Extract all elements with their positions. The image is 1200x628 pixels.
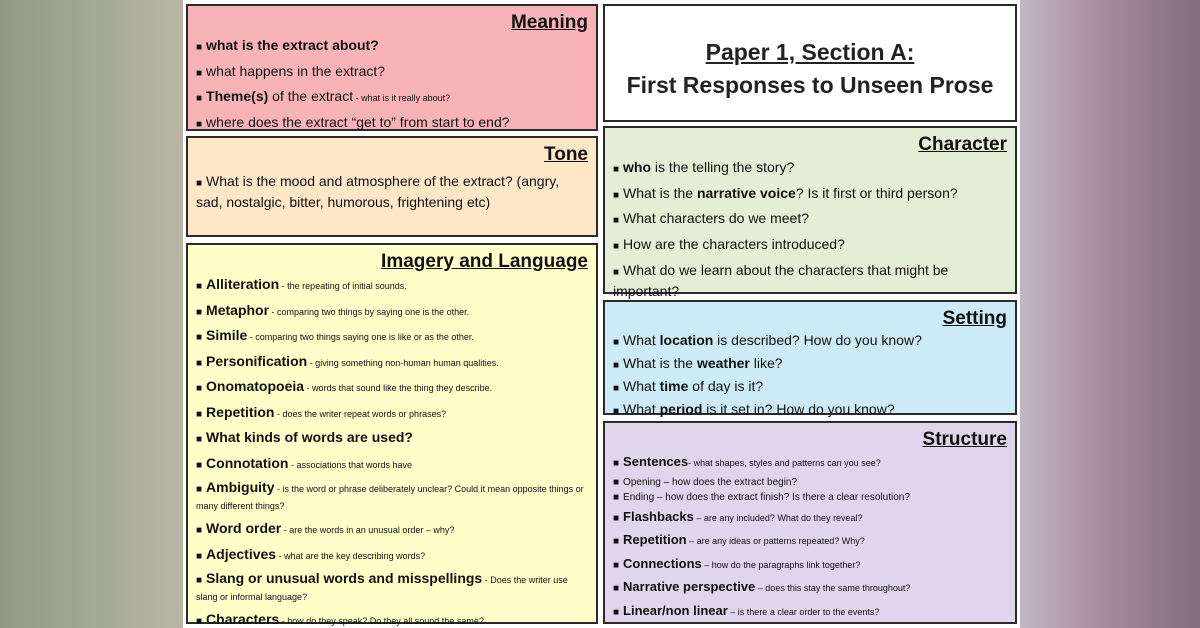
meaning-box (186, 4, 598, 131)
bullet-icon: ■ (196, 332, 203, 343)
list-item: ■ Connections – how do the paragraphs link together? (613, 555, 861, 571)
bullet-icon: ■ (196, 408, 203, 420)
bullet-icon: ■ (613, 215, 620, 226)
list-item: ■ Onomatopoeia - words that sound like the thing they describe. (196, 378, 493, 394)
bullet-icon: ■ (613, 559, 620, 571)
list-item: ■ Metaphor - comparing two things by saying one is the other. (196, 301, 470, 318)
bullet-icon: ■ (196, 178, 203, 189)
list-item: ■ What is the weather like? (613, 355, 783, 371)
tone-heading: Tone (544, 144, 588, 165)
bullet-icon: ■ (613, 189, 620, 201)
bullet-icon: ■ (613, 512, 620, 524)
setting-list (613, 330, 1007, 422)
list-item: ■ Connotation - associations that words have (196, 454, 413, 471)
tone-box (186, 136, 598, 237)
meaning-list (196, 34, 588, 136)
setting-heading: Setting (942, 308, 1007, 329)
bullet-icon: ■ (196, 42, 203, 53)
list-item: ■ Characters - how do they speak? Do they all sound the same? (196, 611, 484, 627)
bullet-icon: ■ (196, 434, 203, 445)
list-item: ■ What location is described? How do you know? (613, 332, 922, 348)
list-item: ■ What period is it set in? How do you know? (613, 401, 895, 417)
list-item: ■ what is the extract about? (196, 37, 379, 53)
bullet-icon: ■ (613, 360, 620, 371)
bullet-icon: ■ (613, 536, 620, 547)
list-item: ■ Narrative perspective – does this stay the same throughout? (613, 579, 911, 594)
structure-list (613, 451, 1007, 623)
list-item: ■ What do we learn about the characters that might be important? (613, 262, 949, 299)
bullet-icon: ■ (613, 267, 620, 278)
bullet-icon: ■ (196, 357, 203, 369)
list-item: ■ Ambiguity - is the word or phrase deliberately unclear? Could it mean opposite things or many different things? (196, 479, 584, 511)
meaning-heading: Meaning (510, 12, 588, 33)
list-item: ■ Flashbacks – are any included? What do they reveal? (613, 508, 863, 524)
list-item: ■ Alliteration - the repeating of initial sounds. (196, 276, 407, 292)
bullet-icon: ■ (613, 164, 620, 175)
list-item: ■ Repetition – are any ideas or patterns repeated? Why? (613, 532, 865, 547)
list-item: ■ How are the characters introduced? (613, 235, 845, 252)
bullet-icon: ■ (613, 337, 620, 348)
bullet-icon: ■ (196, 383, 203, 394)
list-item: ■ who is the telling the story? (613, 159, 795, 175)
list-item: ■ What is the mood and atmosphere of the extract? (angry, sad, nostalgic, bitter, humorous, frightening etc) (196, 173, 560, 210)
list-item: ■ Simile - comparing two things saying one is like or as the other. (196, 327, 474, 343)
page-subtitle: First Responses to Unseen Prose (626, 72, 994, 98)
bullet-icon: ■ (613, 240, 620, 252)
bullet-icon: ■ (613, 492, 620, 503)
bullet-icon: ■ (196, 616, 203, 627)
list-item: ■ Adjectives - what are the key describing words? (196, 545, 426, 562)
setting-box (603, 300, 1017, 415)
bullet-icon: ■ (613, 458, 620, 469)
bullet-icon: ■ (613, 583, 620, 594)
list-item: ■ Linear/non linear – is there a clear order to the events? (613, 602, 880, 618)
bullet-icon: ■ (196, 484, 203, 495)
list-item: ■ where does the extract “get to” from start to end? (196, 113, 510, 130)
list-item: ■ Theme(s) of the extract - what is it really about? (196, 88, 451, 104)
list-item: ■ Ending – how does the extract finish? Is there a clear resolution? (613, 492, 910, 503)
list-item: ■ What kinds of words are used? (196, 429, 413, 445)
bullet-icon: ■ (196, 525, 203, 536)
list-item: ■ What time of day is it? (613, 378, 764, 394)
list-item: ■ Repetition - does the writer repeat words or phrases? (196, 403, 447, 420)
bullet-icon: ■ (613, 406, 620, 417)
list-item: ■ Word order - are the words in an unusual order – why? (196, 520, 455, 536)
imagery-list (196, 273, 588, 628)
structure-box (603, 421, 1017, 624)
list-item: ■ Sentences- what shapes, styles and patterns can you see? (613, 454, 881, 469)
bullet-icon: ■ (196, 306, 203, 318)
bullet-icon: ■ (196, 550, 203, 562)
list-item: ■ Opening – how does the extract begin? (613, 476, 798, 488)
imagery-heading: Imagery and Language (381, 251, 588, 272)
list-item: ■ What is the narrative voice? Is it first or third person? (613, 184, 958, 201)
list-item: ■ Slang or unusual words and misspellings - Does the writer use slang or informal language? (196, 570, 568, 602)
character-box (603, 126, 1017, 299)
bullet-icon: ■ (196, 281, 203, 292)
title-box (603, 4, 1017, 122)
bullet-icon: ■ (196, 118, 203, 130)
list-item: ■ Personification - giving something non-human human qualities. (196, 352, 499, 369)
bullet-icon: ■ (196, 459, 203, 471)
page-title: Paper 1, Section A: (705, 39, 915, 65)
structure-heading: Structure (922, 429, 1007, 450)
tone-list (196, 172, 588, 212)
bullet-icon: ■ (613, 606, 620, 618)
imagery-box (186, 243, 598, 627)
bullet-icon: ■ (196, 575, 203, 586)
list-item: ■ What characters do we meet? (613, 210, 810, 226)
character-list (613, 156, 1007, 301)
bullet-icon: ■ (613, 383, 620, 394)
bullet-icon: ■ (613, 476, 620, 488)
list-item: ■ what happens in the extract? (196, 62, 386, 79)
character-heading: Character (918, 134, 1007, 155)
bullet-icon: ■ (196, 67, 203, 79)
revision-sheet (183, 0, 1020, 628)
bullet-icon: ■ (196, 93, 203, 104)
